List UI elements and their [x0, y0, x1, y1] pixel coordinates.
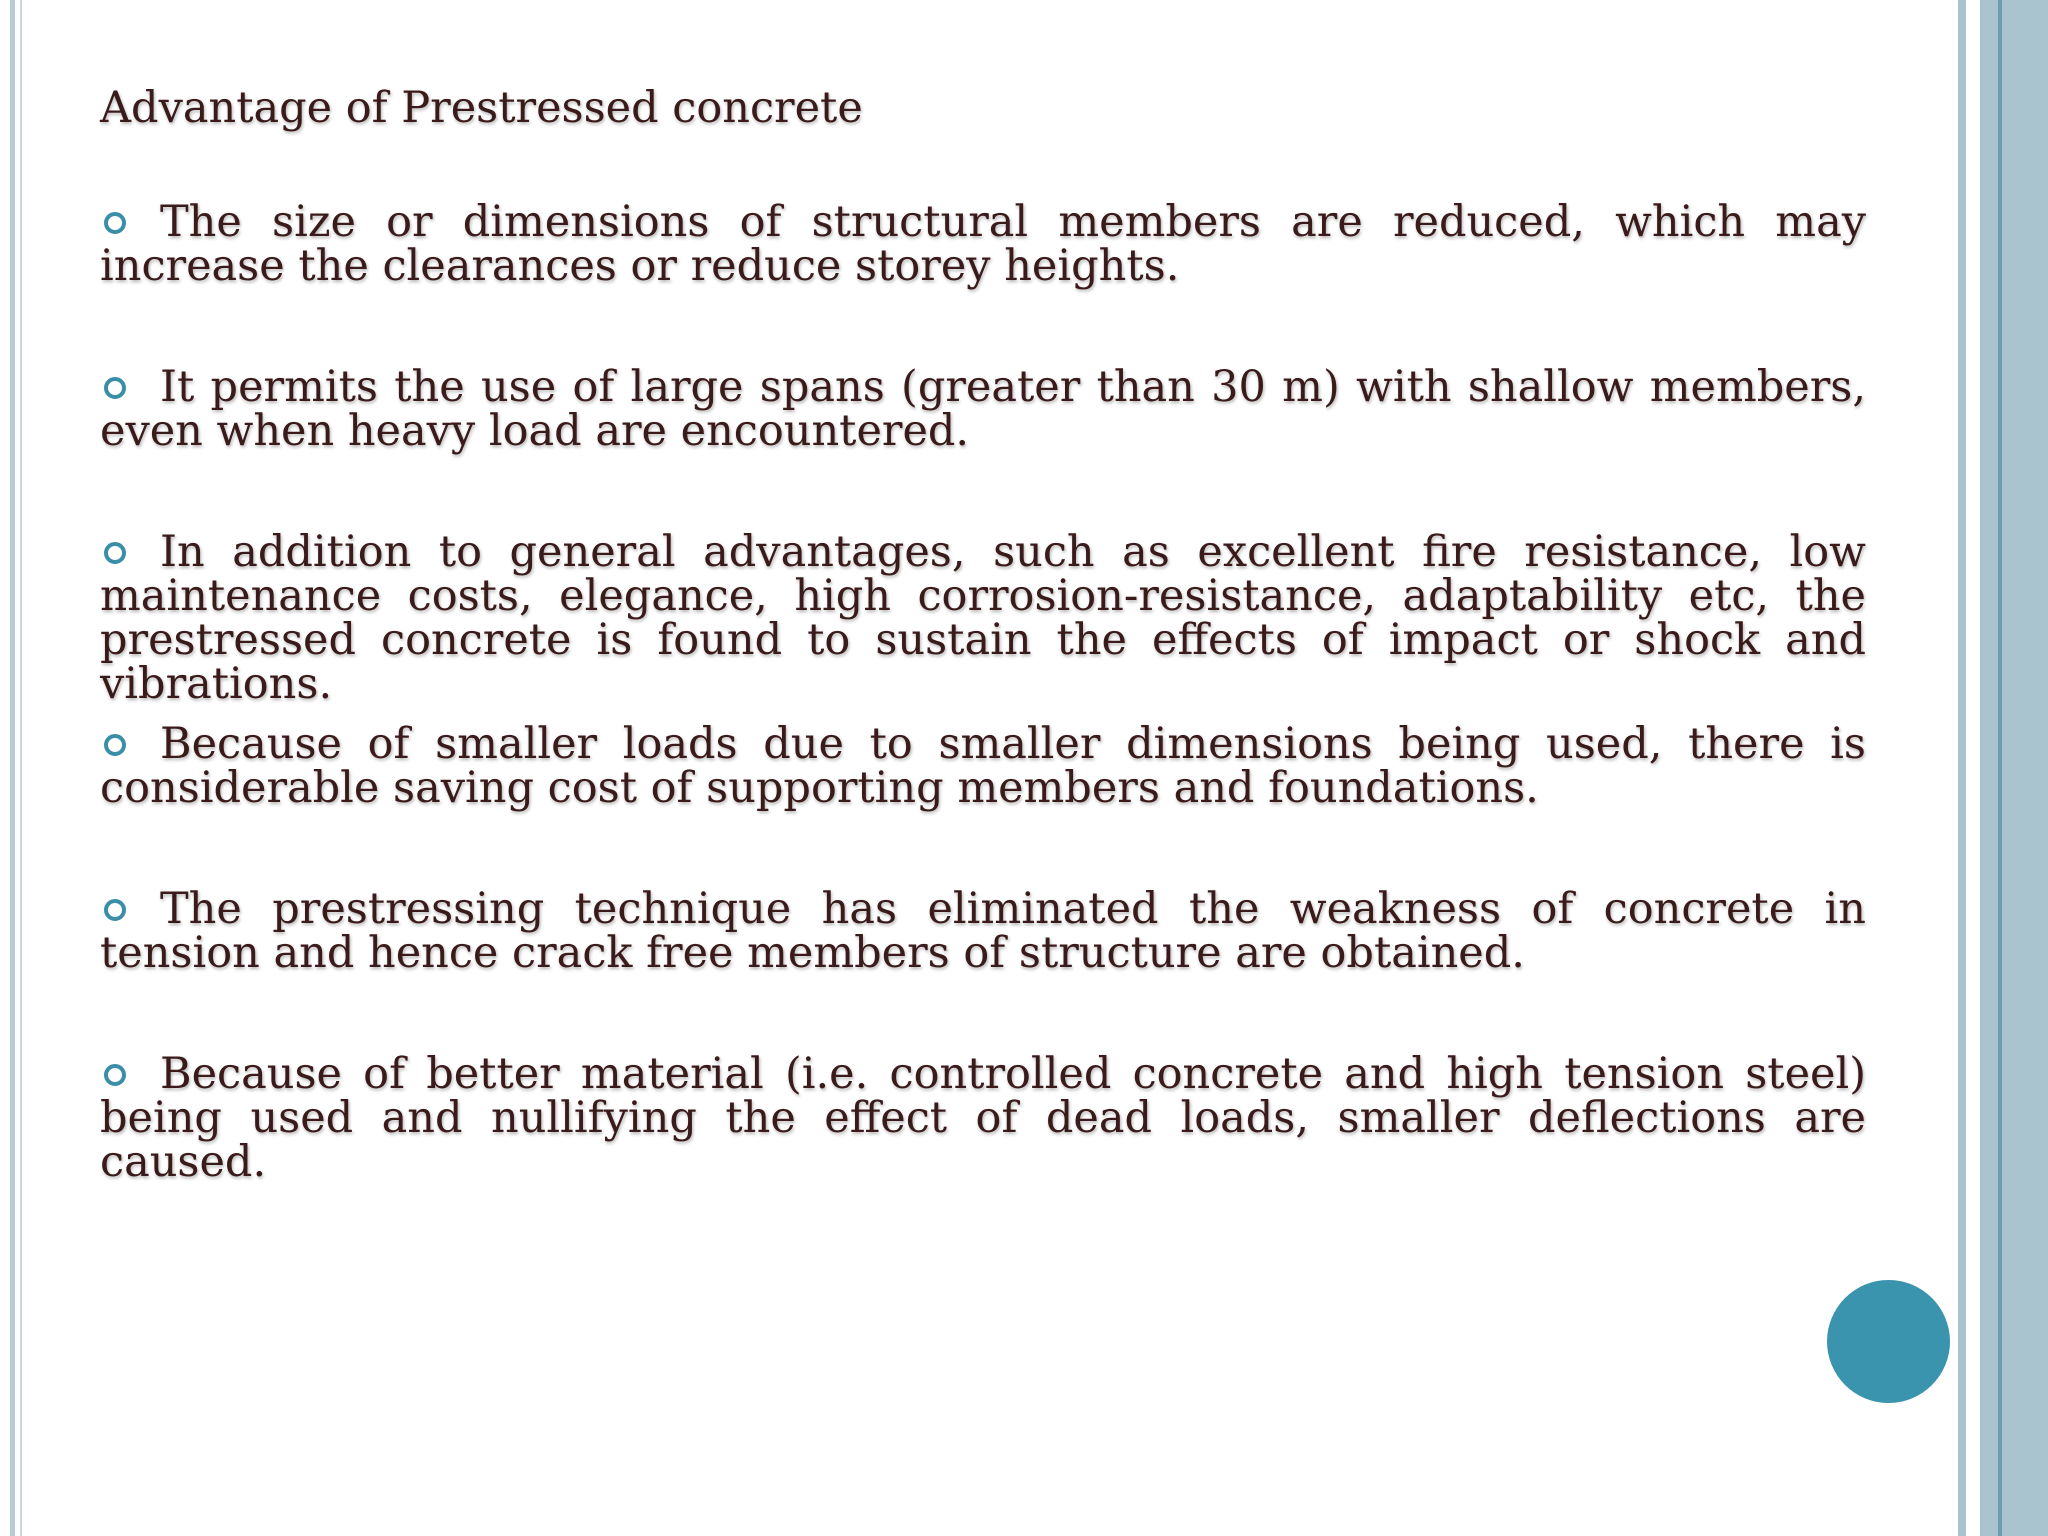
hollow-circle-bullet-icon — [104, 734, 126, 756]
bullet-text: In addition to general advantages, such as excellent fire resistance, low maintenance costs, elegance, high corrosion-resistance, adaptability etc, the prestressed concrete is found to sustain the effects of impact or shock and vibrations. — [100, 527, 1866, 709]
bullet-item — [100, 527, 1866, 709]
hollow-circle-bullet-icon — [104, 212, 126, 234]
bullet-item — [100, 1049, 1866, 1187]
left-border-line-inner — [20, 0, 22, 1536]
right-border-gap — [1966, 0, 1980, 1536]
hollow-circle-bullet-icon — [104, 1064, 126, 1086]
bullet-item — [100, 719, 1866, 813]
bullet-text: It permits the use of large spans (greater than 30 m) with shallow members, even when heavy load are encountered. — [100, 362, 1866, 456]
right-border-band — [2002, 0, 2048, 1536]
slide-heading: Advantage of Prestressed concrete — [100, 83, 863, 133]
bullet-text: Because of better material (i.e. controlled concrete and high tension steel) being used and nullifying the effect of dead loads, smaller deflections are caused. — [100, 1049, 1866, 1187]
bullet-text: The size or dimensions of structural members are reduced, which may increase the clearances or reduce storey heights. — [100, 197, 1866, 291]
hollow-circle-bullet-icon — [104, 542, 126, 564]
right-border-stripe — [1958, 0, 1966, 1536]
bullet-text: The prestressing technique has eliminated the weakness of concrete in tension and hence crack free members of structure are obtained. — [100, 884, 1866, 978]
bullet-item — [100, 362, 1866, 456]
decorative-circle — [1827, 1280, 1950, 1403]
hollow-circle-bullet-icon — [104, 899, 126, 921]
bullet-text: Because of smaller loads due to smaller dimensions being used, there is considerable saving cost of supporting members and foundations. — [100, 719, 1866, 813]
slide-content — [100, 80, 1866, 1187]
hollow-circle-bullet-icon — [104, 377, 126, 399]
right-border-stripe — [1980, 0, 1998, 1536]
bullet-item — [100, 884, 1866, 978]
left-border-line — [10, 0, 15, 1536]
bullet-item — [100, 197, 1866, 291]
